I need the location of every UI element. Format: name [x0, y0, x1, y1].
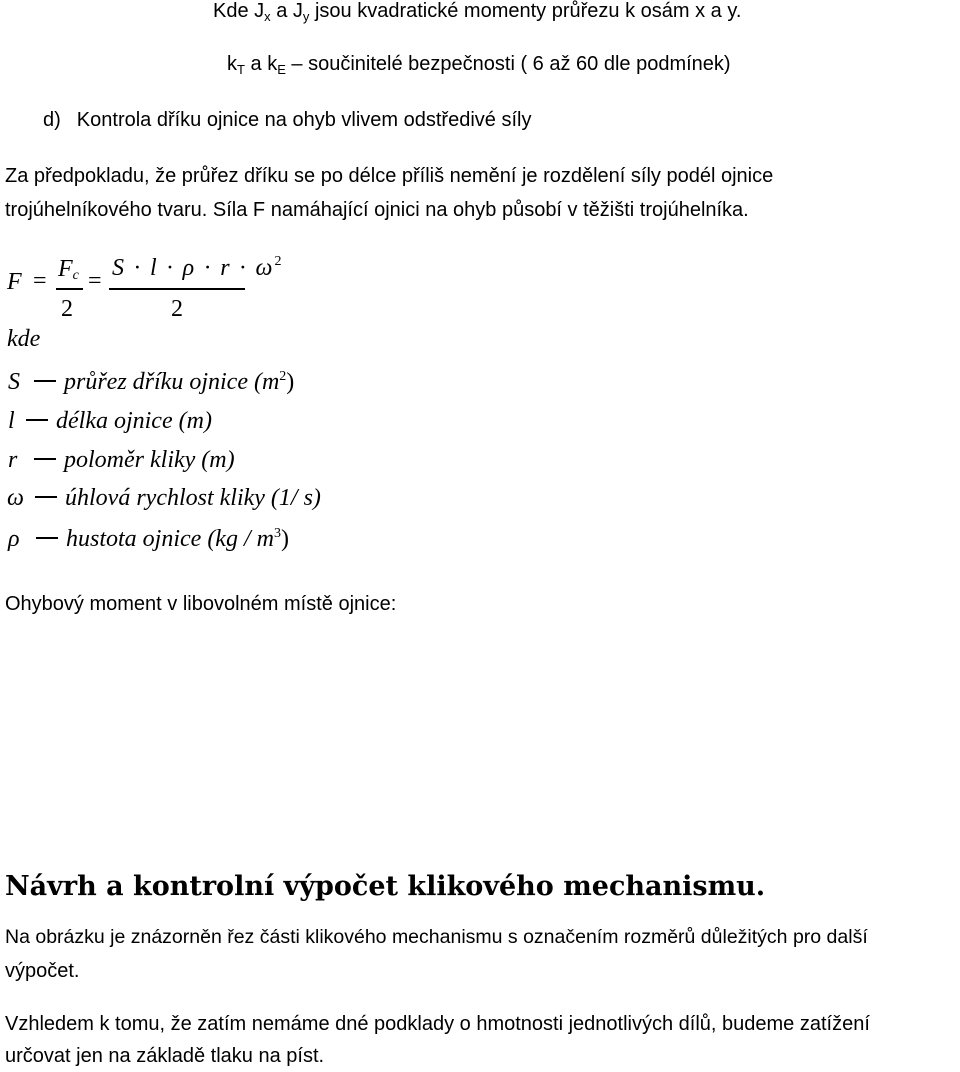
paragraph-3-line-2: určovat jen na základě tlaku na píst. — [5, 1045, 325, 1067]
fraction-bar-2 — [109, 288, 245, 290]
section-d-text: Kontrola dříku ojnice na ohyb vlivem odstředivé síly — [76, 109, 532, 131]
list-marker: d) — [43, 109, 61, 131]
paragraph-1-line-1: Za předpokladu, že průřez dříku se po délce příliš nemění je rozdělení síly podél ojnice — [5, 165, 774, 187]
section-d-heading — [43, 109, 531, 132]
fraction-bar-1 — [56, 288, 83, 290]
paragraph-2-line-2: výpočet. — [5, 960, 80, 982]
paragraph-3-line-1: Vzhledem k tomu, že zatím nemáme dné podklady o hmotnosti jednotlivých dílů, budeme zatížení — [5, 1013, 870, 1035]
definition-row-l: l délka ojnice (m) — [8, 408, 212, 434]
definition-row-omega: ω úhlová rychlost kliky (1/ s) — [7, 485, 321, 511]
definition-row-S: S průřez dříku ojnice $(m^2)$ — [8, 369, 295, 395]
line-moments: Kde $J_x$ a $J_y$ jsou kvadratické momenty průřezu k osám x a y. — [213, 0, 742, 24]
formula-numerator: $S \cdot l \cdot \rho \cdot r \cdot \omega^2$ — [112, 254, 284, 281]
kde-label: kde — [7, 326, 41, 352]
formula-Fc: $F_c$ — [58, 256, 79, 283]
section-heading: Návrh a kontrolní výpočet klikového mechanismu. — [5, 871, 766, 902]
formula-equals-1: = — [33, 268, 47, 294]
formula-denominator-2: 2 — [171, 296, 183, 322]
bending-moment-text: Ohybový moment v libovolném místě ojnice: — [5, 593, 397, 615]
formula-F: F — [7, 269, 22, 295]
line-safety-factors: $k_T$ a $k_E$ – součinitelé bezpečnosti ( 6 až 60 dle podmínek) — [227, 53, 731, 77]
paragraph-2-line-1: Na obrázku je znázorněn řez části klikového mechanismu s označením rozměrů důležitých pro další — [5, 926, 868, 948]
definition-row-rho: ρ hustota ojnice $(kg / m^3)$ — [8, 526, 289, 552]
definition-row-r: r poloměr kliky (m) — [8, 447, 235, 473]
formula-denominator-1: 2 — [61, 296, 73, 322]
paragraph-1-line-2: trojúhelníkového tvaru. Síla F namáhající ojnici na ohyb působí v těžišti trojúhelníka. — [5, 199, 749, 221]
formula-equals-2: = — [88, 268, 102, 294]
